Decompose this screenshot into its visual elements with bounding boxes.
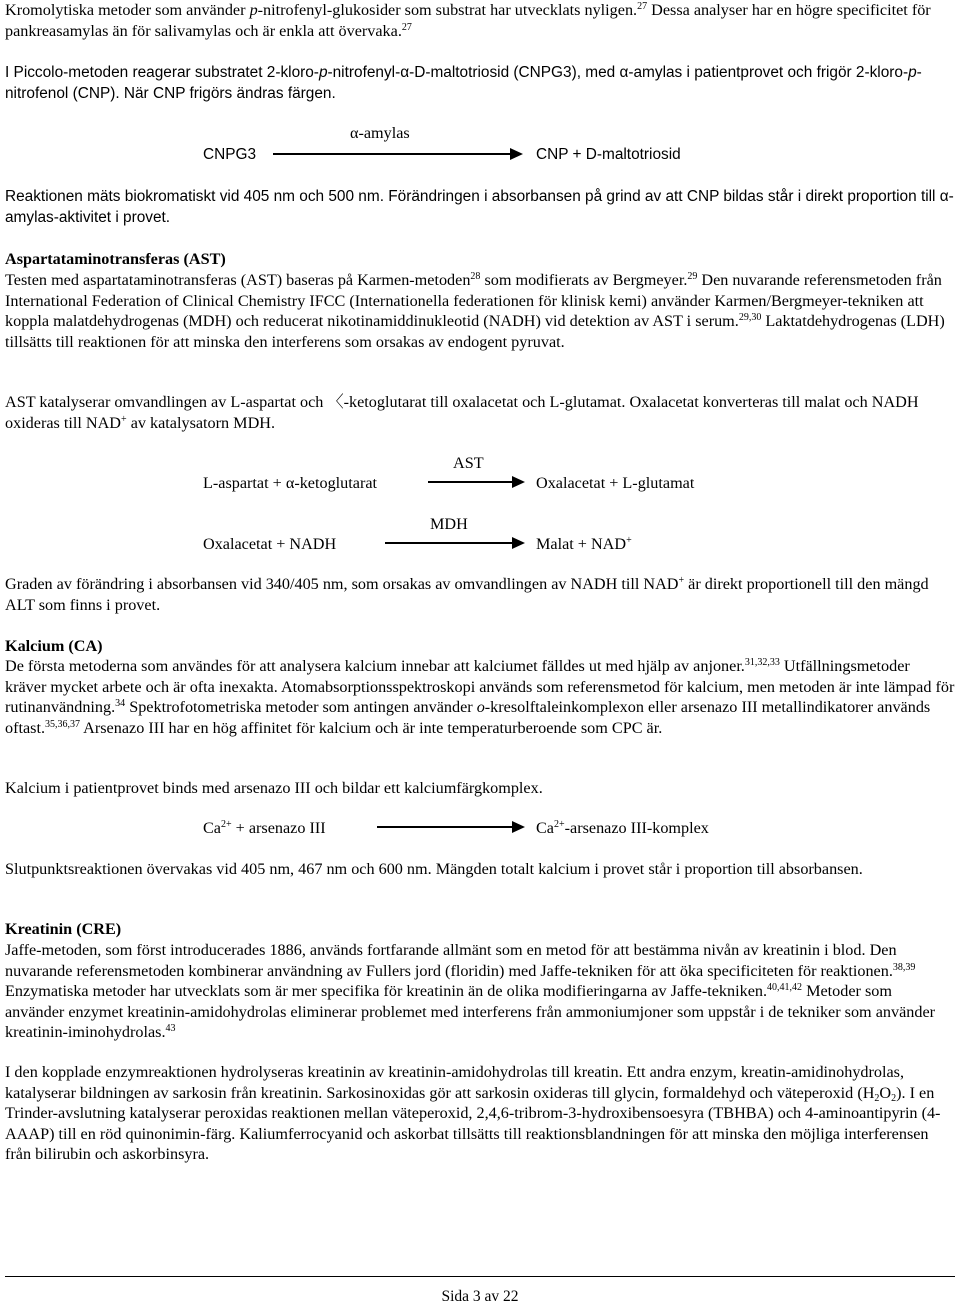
ca-text: Spektrofotometriska metoder som antingen använder (125, 698, 477, 716)
cre-text: O (879, 1083, 892, 1102)
measurement-text-a: Reaktionen mäts biokromatiskt vid 405 nm och 500 nm. (5, 188, 384, 205)
ast-text: är direkt proportionell till den mängd ALT som finns i provet. (5, 575, 929, 614)
ca-text: Arsenazo III har en hög affinitet för kalcium och är inte temperaturberoende som CPC är. (80, 718, 663, 737)
reaction-substrate-text: Ca (203, 819, 221, 837)
cre-text: Enzymatiska metoder har utvecklats som är mer specifika för kreatinin än de olika modifieringarna av Jaffe-tekniken. (5, 982, 768, 1000)
reaction-product: CNP + D-maltotriosid (536, 146, 681, 163)
ca-italic-o: o (476, 698, 485, 716)
page-number: Sida 3 av 22 (441, 1288, 519, 1305)
footnote-ref: 43 (165, 1023, 176, 1034)
ast-heading-text: Aspartataminotransferas (AST) (5, 250, 226, 268)
reaction-arrow-icon (428, 476, 525, 488)
subscript: 2 (891, 1092, 897, 1104)
footnote-ref: 29 (687, 271, 698, 282)
ca-paragraph-3: Slutpunktsreaktionen övervakas vid 405 nm, 467 nm och 600 nm. Mängden totalt kalcium i provet står i proportion till absorbansen. (5, 860, 863, 878)
reaction-product-text: Ca (536, 819, 554, 837)
ast-text: Testen med aspartataminotransferas (AST) baseras på Karmen-metoden (5, 271, 471, 289)
footnote-ref: 27 (401, 21, 412, 33)
piccolo-text-b: -nitrofenyl-α-D-maltotriosid (CNPG3), med α-amylas i patientprovet och frigör 2-kloro- (327, 64, 909, 81)
cre-text: ). I en Trinder-avslutning katalyserar peroxidas reaktionen mellan väteperoxid, 2,4,6-tribrom-3-hydroxibensoesyra (TBHBA) och 4-aminoantipyrin (4-AAAP) till en röd quinonimin-färg. Kaliumferrocyanid och askorbat tillsätts till reaktionsblandningen för att minska den möjliga interferensen från bilirubin och askorbinsyra. (5, 1083, 941, 1163)
ast-text: Graden av förändring i absorbansen vid 340/405 nm, som orsakas av omvandlingen av NADH till NAD (5, 575, 679, 593)
intro-text-b: -nitrofenyl-glukosider som substrat har utvecklats nyligen. (257, 1, 638, 19)
cre-text: Jaffe-metoden, som först introducerades 1886, används fortfarande allmänt som en metod för att bestämma nivån av kreatinin i blod. Den nuvarande referensmetoden kombinerar användning av Fullers jord (floridin) med Jaffe-tekniken för att öka specificiteten för reaktionen. (5, 941, 897, 980)
measurement-paragraph (5, 186, 955, 228)
measurement-text-b: Förändringen i absorbansen på grind av att CNP bildas står i direkt proportion till α-amylas-aktivitet i provet. (5, 188, 954, 226)
footnote-ref: 38,39 (892, 961, 916, 973)
footnote-ref: 40,41,42 (767, 982, 803, 993)
ca-heading (5, 636, 955, 657)
cre-paragraph-1 (5, 940, 955, 1043)
ca-paragraph-1 (5, 656, 955, 738)
footnote-ref: 34 (115, 698, 126, 709)
reaction-enzyme-label: α-amylas (350, 124, 410, 142)
reaction-product-text: -arsenazo III-komplex (564, 819, 709, 837)
ast-heading (5, 249, 955, 270)
ca-text: De första metoderna som användes för att analysera kalcium innebar att kalciumet fälldes ut med hjälp av anjoner. (5, 657, 745, 675)
footnote-ref: 28 (470, 271, 481, 282)
intro-paragraph (5, 0, 955, 41)
superscript-charge: 2+ (220, 819, 232, 830)
piccolo-text-a: I Piccolo-metoden reagerar substratet 2-kloro- (5, 64, 319, 81)
reaction-substrate: CNPG3 (203, 146, 257, 163)
reaction-arrow-icon (385, 537, 525, 549)
footnote-ref: 31,32,33 (744, 657, 780, 668)
superscript-plus: + (678, 575, 685, 586)
reaction-product-text: Malat + NAD (536, 535, 627, 553)
intro-italic-p: p (249, 1, 258, 19)
reaction-product (536, 818, 709, 839)
footnote-ref: 27 (637, 1, 648, 12)
footnote-ref: 29,30 (738, 312, 762, 323)
reaction-product: Oxalacetat + L-glutamat (536, 474, 695, 492)
piccolo-italic-p: p (318, 64, 328, 81)
reaction-arrow-icon (273, 148, 523, 160)
ast-paragraph-3 (5, 574, 955, 615)
ca-text: Utfällningsmetoder kräver mycket arbete och är ofta inexakta. Atomabsorptionsspektroskopi används som referensmetod för kalcium, men metoden är inte lämpad för rutinanvändning. (5, 657, 955, 716)
ca-heading-text: Kalcium (CA) (5, 637, 103, 655)
ca-text: -kresolftaleinkomplexon eller arsenazo III metallindikatorer används oftast. (5, 698, 931, 737)
reaction-arrow-icon (377, 821, 525, 833)
cre-heading-text: Kreatinin (CRE) (5, 920, 122, 938)
cre-text: Metoder som använder enzymet kreatinin-amidohydrolas eliminerar problemet med interferens från ammoniumjoner som uppstår i de tekniker som använder kreatinin-iminohydrolas. (5, 982, 936, 1041)
superscript-plus: + (121, 413, 127, 425)
piccolo-text-c: -nitrofenol (CNP). När CNP frigörs ändras färgen. (5, 64, 922, 102)
reaction-product (536, 534, 632, 555)
intro-text-c: Dessa analyser har en högre specificitet för pankreasamylas än för salivamylas och är enkla att övervaka. (5, 1, 931, 40)
ast-paragraph-1 (5, 270, 955, 352)
superscript-charge: 2+ (553, 819, 565, 830)
superscript-plus: + (626, 535, 632, 546)
ast-paragraph-2 (5, 392, 955, 433)
ast-text: av katalysatorn MDH. (126, 413, 275, 432)
ast-text: Laktatdehydrogenas (LDH) tillsätts till reaktionen för att minska den interferens som orsakas av endogent pyruvat. (5, 312, 945, 351)
cre-text: I den kopplade enzymreaktionen hydrolyseras kreatinin av kreatinin-amidohydrolas till kreatin. Ett andra enzym, kreatin-amidinohydrolas, katalyserar bildningen av sarkosin från kreatinin. Sarkosinoxidas gör att sarkosin oxideras till glycin, formaldehyd och väteperoxid (H (5, 1063, 905, 1102)
reaction-enzyme-label: MDH (430, 515, 468, 533)
reaction-enzyme-label: AST (453, 454, 484, 472)
ast-text: som modifierats av Bergmeyer. (480, 271, 688, 289)
footnote-ref: 35,36,37 (45, 718, 81, 730)
cre-heading (5, 919, 955, 940)
ast-text: Den nuvarande referensmetoden från International Federation of Clinical Chemistry IFCC (Internationella federationen för klinisk kemi) använder Karmen/Bergmeyer-tekniken att koppla malatdehydrogenas (MDH) och reducerat nikotinamiddinukleotid (NADH) vid detektion av AST i serum. (5, 271, 942, 330)
reaction-substrate (203, 818, 326, 839)
piccolo-paragraph (5, 62, 955, 104)
cre-paragraph-2 (5, 1062, 955, 1165)
piccolo-italic-p: p (908, 64, 917, 81)
footer-divider (5, 1276, 955, 1277)
intro-text: Kromolytiska metoder som använder (5, 1, 250, 19)
reaction-substrate: L-aspartat + α-ketoglutarat (203, 474, 378, 492)
reaction-substrate: Oxalacetat + NADH (203, 535, 337, 553)
subscript: 2 (874, 1092, 880, 1104)
ca-paragraph-2: Kalcium i patientprovet binds med arsenazo III och bildar ett kalciumfärgkomplex. (5, 779, 543, 797)
reaction-substrate-text: + arsenazo III (231, 819, 326, 837)
ast-text: AST katalyserar omvandlingen av L-aspartat och 〈-ketoglutarat till oxalacetat och L-glutamat. Oxalacetat konverteras till malat och NADH oxideras till NAD (5, 393, 919, 432)
